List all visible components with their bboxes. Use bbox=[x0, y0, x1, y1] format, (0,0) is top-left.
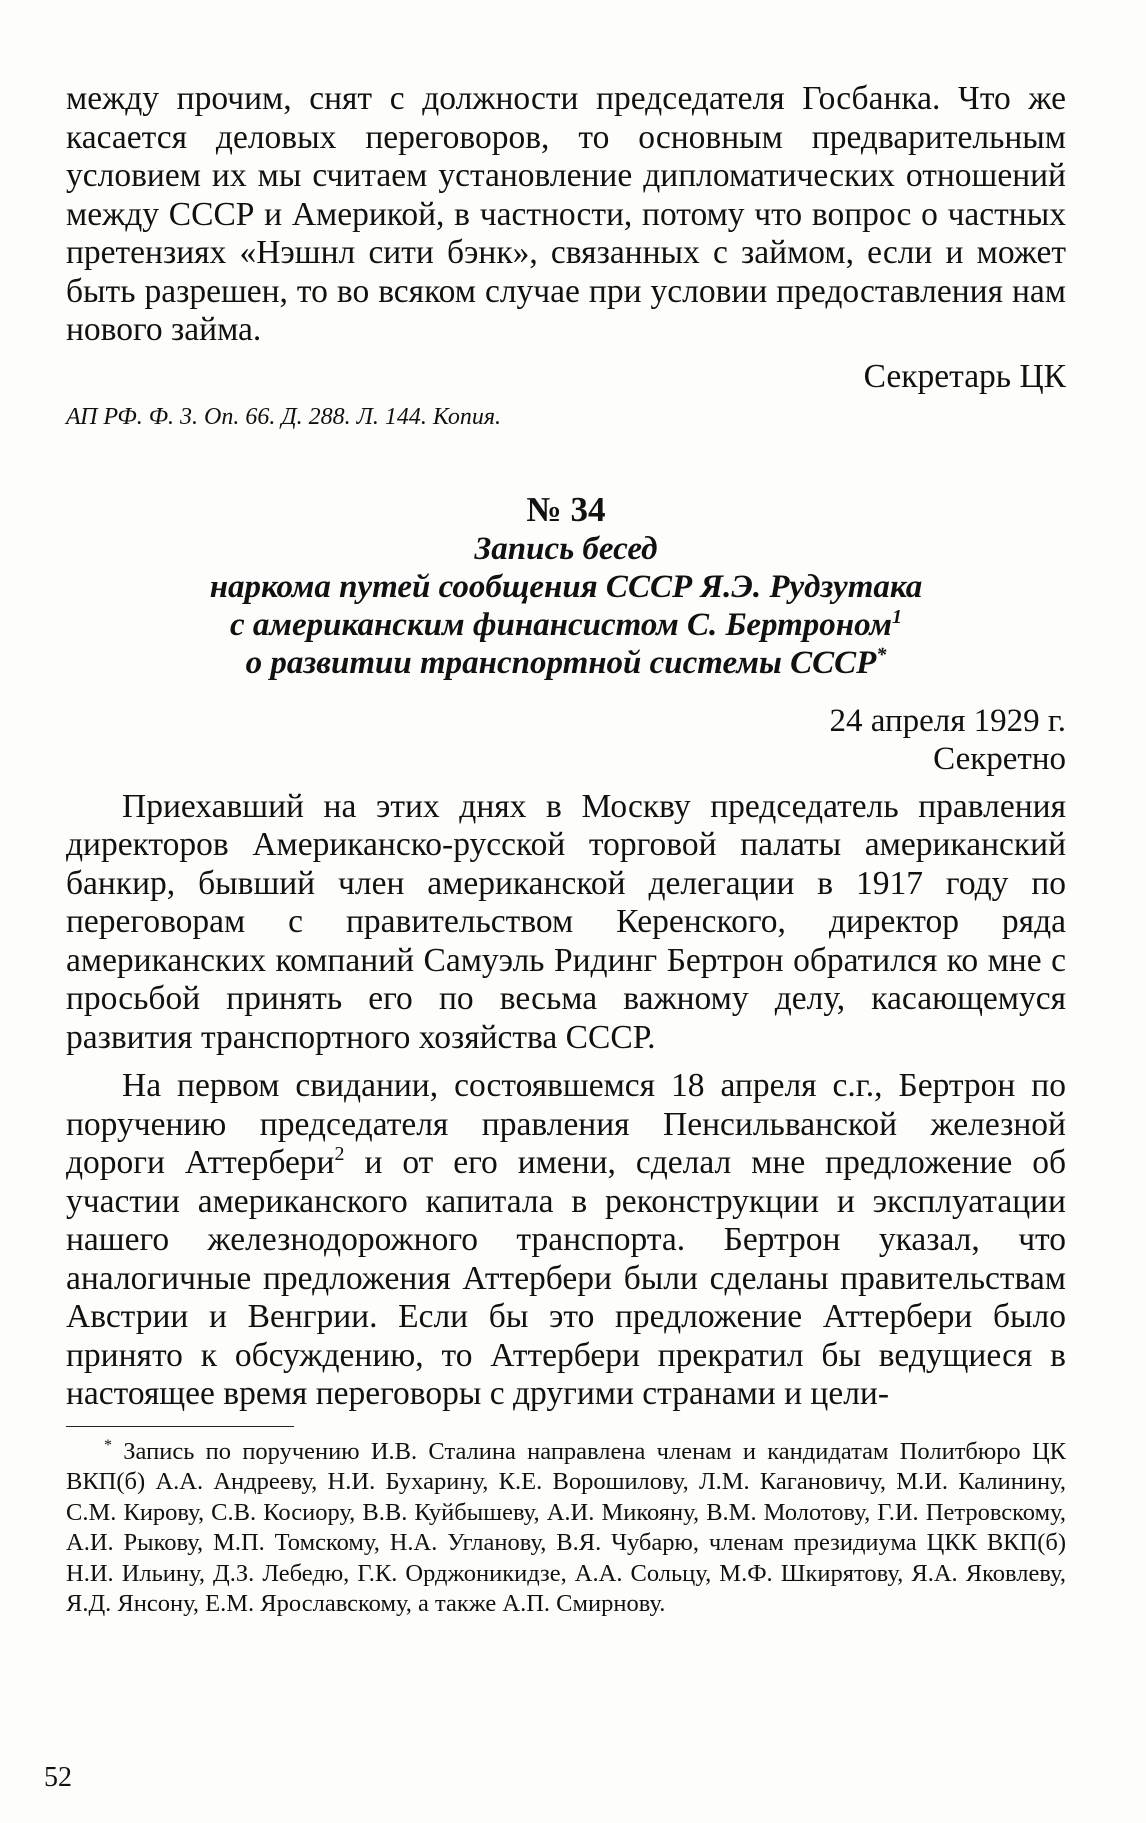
footnote-marker-2: 2 bbox=[334, 1143, 345, 1165]
document-title-line-2: наркома путей сообщения СССР Я.Э. Рудзутака bbox=[209, 568, 923, 605]
document-date: 24 апреля 1929 г. bbox=[829, 702, 1066, 739]
document-number: № 34 bbox=[526, 489, 606, 529]
document-title-line-3 bbox=[66, 606, 1066, 644]
footnote-marker-1: 1 bbox=[891, 605, 902, 628]
footnote-mark: * bbox=[104, 1436, 112, 1454]
document-title bbox=[66, 530, 1066, 682]
document-title-line-1: Запись бесед bbox=[474, 530, 658, 567]
classification-stamp: Секретно bbox=[933, 740, 1066, 777]
continued-paragraph: между прочим, снят с должности председателя Госбанка. Что же касается деловых переговоров, то основным предварительным условием их мы считаем установление дипломатических отношений между СССР и Америкой, в частности, потому что вопрос о частных претензиях «Нэшнл сити бэнк», связанных с займом, если и может быть разрешен, то во всяком случае при условии предоставления нам нового займа. bbox=[66, 80, 1066, 348]
footnote-divider bbox=[66, 1426, 294, 1427]
body-paragraph-2-part-2: и от его имени, сделал мне предложение об участии американского капитала в реконструкции и эксплуатации нашего железнодорожного транспорта. Бертрон указал, что аналогичные предложения Аттербери были сделаны правительствам Австрии и Венгрии. Если бы это предложение Аттербери было принято к обсуждению, то Аттербери прекратил бы ведущиеся в настоящее время переговоры с другими странами и цели- bbox=[66, 1144, 1066, 1412]
page-number: 52 bbox=[44, 1762, 72, 1793]
document-title-line-4 bbox=[66, 644, 1066, 682]
body-paragraph-2 bbox=[66, 1067, 1066, 1414]
document-title-line-4-text: о развитии транспортной системы СССР bbox=[245, 644, 877, 681]
footnote bbox=[66, 1437, 1066, 1620]
archive-reference: АП РФ. Ф. 3. Оп. 66. Д. 288. Л. 144. Копия. bbox=[66, 403, 502, 430]
document-title-line-3-text: с американским финансистом С. Бертроном bbox=[230, 606, 892, 643]
footnote-text: Запись по поручению И.В. Сталина направлена членам и кандидатам Политбюро ЦК ВКП(б) А.А. Андрееву, Н.И. Бухарину, К.Е. Ворошилову, Л.М. Кагановичу, М.И. Калинину, С.М. Кирову, С.В. Косиору, В.В. Куйбышеву, А.И. Микояну, В.М. Молотову, Г.И. Петровскому, А.И. Рыкову, М.П. Томскому, Н.А. Угланову, В.Я. Чубарю, членам президиума ЦКК ВКП(б) Н.И. Ильину, Д.З. Лебедю, Г.К. Орджоникидзе, А.А. Сольцу, М.Ф. Шкирятову, Я.А. Яковлеву, Я.Д. Янсону, Е.М. Ярославскому, а также А.П. Смирнову. bbox=[66, 1437, 1066, 1617]
text-column bbox=[66, 80, 1066, 1620]
body-paragraph-2-part-1: На первом свидании, состоявшемся 18 апреля с.г., Бертрон по поручению председателя правления Пенсильванской железной дороги Аттербери bbox=[66, 1067, 1066, 1181]
signature: Секретарь ЦК bbox=[863, 357, 1066, 395]
body-paragraph-1: Приехавший на этих днях в Москву председатель правления директоров Американско-русской торговой палаты американский банкир, бывший член американской делегации в 1917 году по переговорам с правительством Керенского, директор ряда американских компаний Самуэль Ридинг Бертрон обратился ко мне с просьбой принять его по весьма важному делу, касающемуся развития транспортного хозяйства СССР. bbox=[66, 787, 1066, 1056]
footnote-marker-star: * bbox=[876, 643, 887, 666]
